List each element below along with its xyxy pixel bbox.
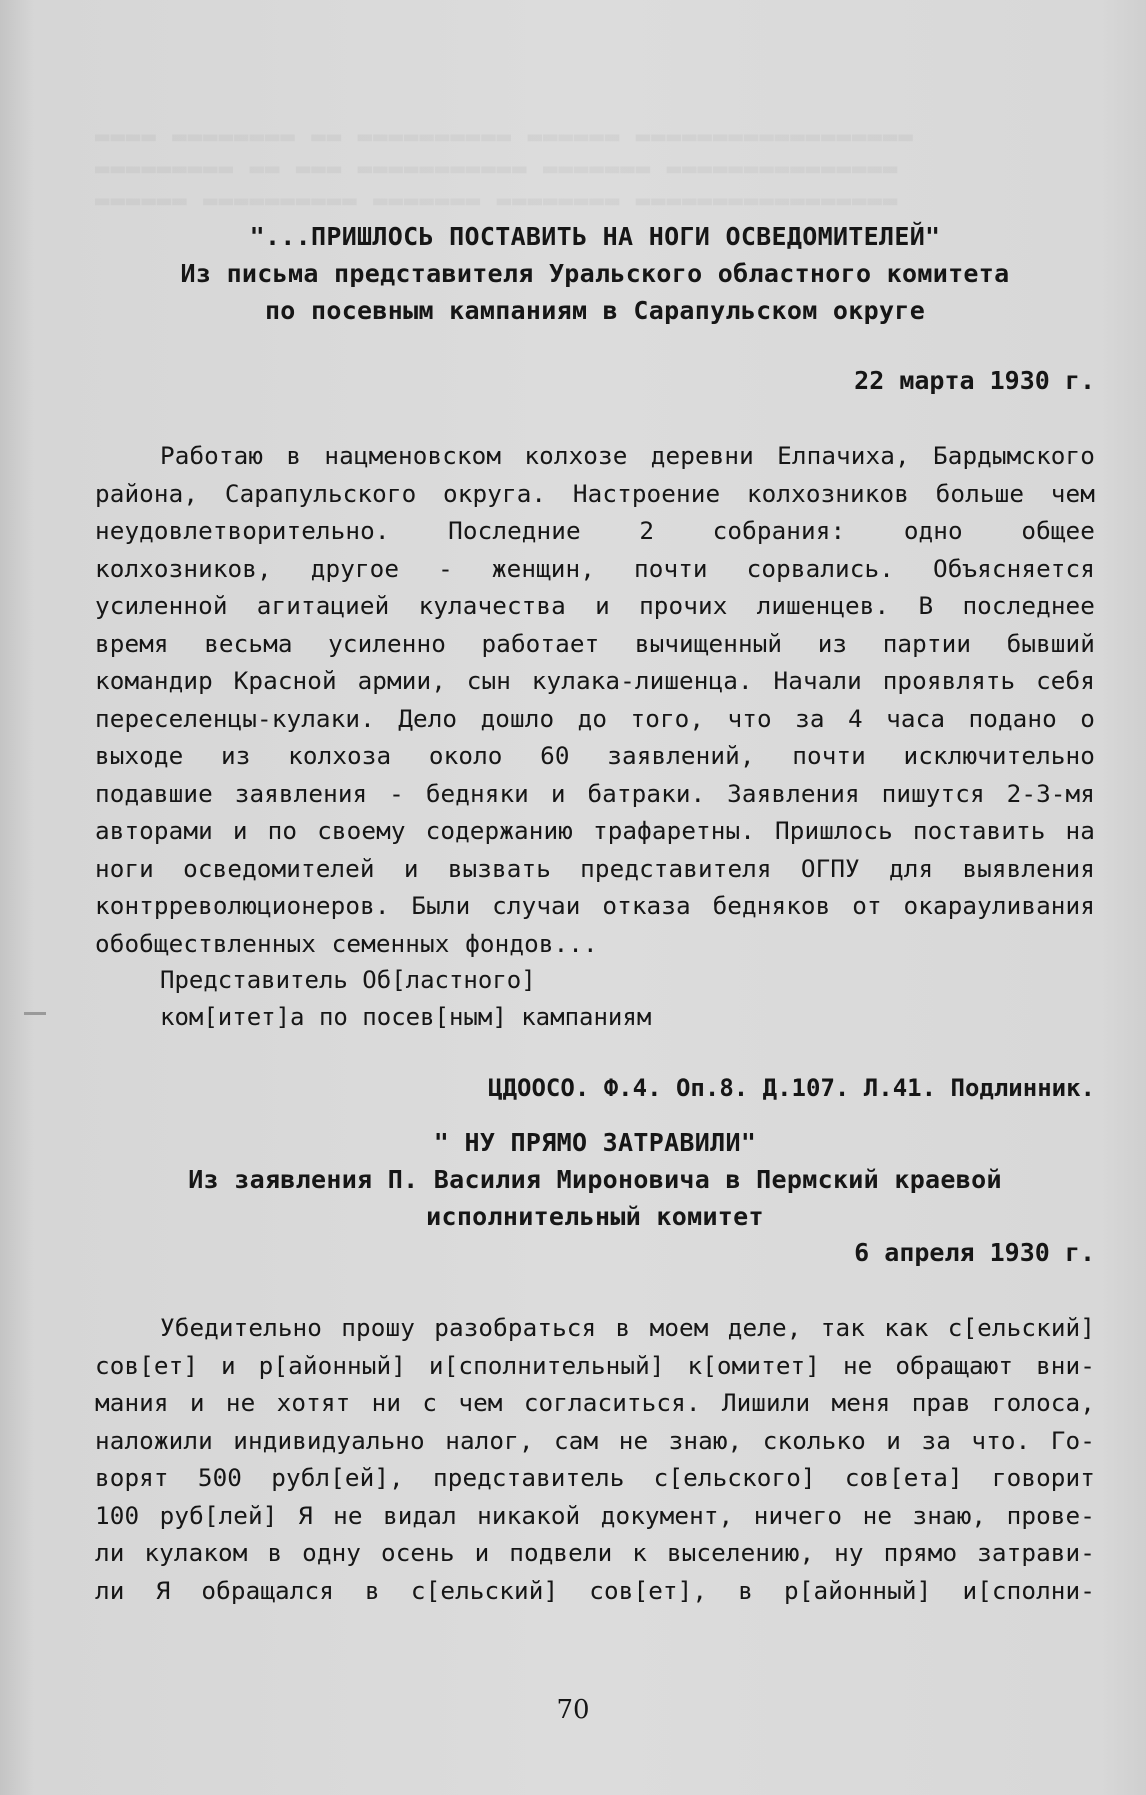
- doc1-body-line: неудовлетворительно. Последние 2 собрания: одно общее: [95, 516, 1095, 545]
- doc1-body-line: время весьма усиленно работает вычищенный из партии бывший: [95, 628, 1095, 658]
- doc2-title: " НУ ПРЯМО ЗАТРАВИЛИ": [433, 1128, 757, 1157]
- doc1-body: [95, 437, 1095, 962]
- doc1-body-line: Работаю в нацменовском колхозе деревни Елпачиха, Бардымского: [160, 441, 1095, 470]
- doc2-body-line: ли Я обращался в с[ельский] сов[ет], в р[айонный] и[сполни-: [95, 1575, 1095, 1605]
- doc1-body-line: обобществленных семенных фондов...: [95, 928, 598, 958]
- doc2-body-line: ли кулаком в одну осень и подвели к выселению, ну прямо затрави-: [95, 1538, 1095, 1567]
- doc1-body-line: ноги осведомителей и вызвать представителя ОГПУ для выявления: [95, 853, 1095, 883]
- doc1-body-line: усиленной агитацией кулачества и прочих лишенцев. В последнее: [95, 591, 1095, 620]
- doc2-body-line: мания и не хотят ни с чем согласиться. Лишили меня прав голоса,: [95, 1388, 1095, 1417]
- doc1-signature-line2: ком[итет]а по посев[ным] кампаниям: [160, 1003, 652, 1031]
- doc1-body-line: подавшие заявления - бедняки и батраки. Заявления пишутся 2-3-мя: [95, 778, 1095, 808]
- doc1-signature-line1: Представитель Об[ластного]: [160, 966, 536, 994]
- doc1-archive-reference: ЦДООСО. Ф.4. Оп.8. Д.107. Л.41. Подлинник.: [488, 1074, 1095, 1102]
- doc2-body-line: 100 руб[лей] Я не видал никакой документ, ничего не знаю, прове-: [95, 1500, 1095, 1530]
- doc1-body-line: колхозников, другое - женщин, почти сорвались. Объясняется: [95, 553, 1095, 583]
- doc2-body-line: наложили индивидуально налог, сам не знаю, сколько и за что. Го-: [95, 1425, 1095, 1455]
- doc2-body: [95, 1309, 1095, 1609]
- doc1-subtitle-line1: Из письма представителя Уральского областного комитета: [180, 259, 1010, 288]
- doc1-body-line: командир Красной армии, сын кулака-лишенца. Начали проявлять себя: [95, 666, 1095, 695]
- doc2-date: 6 апреля 1930 г.: [854, 1238, 1095, 1267]
- doc1-body-line: авторами и по своему содержанию трафаретны. Пришлось поставить на: [95, 816, 1095, 845]
- doc1-body-line: района, Сарапульского округа. Настроение колхозников больше чем: [95, 478, 1095, 508]
- page-number: 70: [556, 1695, 590, 1725]
- doc1-body-line: переселенцы-кулаки. Дело дошло до того, что за 4 часа подано о: [95, 703, 1095, 733]
- doc1-body-line: выходе из колхоза около 60 заявлений, почти исключительно: [95, 741, 1095, 770]
- doc1-body-line: контрреволюционеров. Были случаи отказа бедняков от окарауливания: [95, 891, 1095, 920]
- page-content: [95, 0, 1095, 1609]
- doc2-body-line: Убедительно прошу разобраться в моем деле, так как с[ельский]: [160, 1313, 1095, 1342]
- margin-mark: [24, 1012, 46, 1015]
- doc1-date: 22 марта 1930 г.: [854, 366, 1095, 395]
- doc2-subtitle-line1: Из заявления П. Василия Мироновича в Пермский краевой: [188, 1165, 1002, 1194]
- doc1-title: "...ПРИШЛОСЬ ПОСТАВИТЬ НА НОГИ ОСВЕДОМИТЕЛЕЙ": [249, 222, 941, 251]
- doc1-subtitle-line2: по посевным кампаниям в Сарапульском округе: [264, 296, 926, 325]
- doc2-body-line: ворят 500 рубл[ей], представитель с[ельского] сов[ета] говорит: [95, 1463, 1095, 1492]
- doc2-body-line: сов[ет] и р[айонный] и[сполнительный] к[омитет] не обращают вни-: [95, 1350, 1095, 1380]
- doc2-subtitle-line2: исполнительный комитет: [426, 1202, 764, 1231]
- bleed-through-texture: ▬▬▬▬ ▬▬▬▬▬▬▬▬ ▬▬ ▬▬▬▬▬▬▬▬▬▬ ▬▬▬▬▬▬ ▬▬▬▬▬▬▬▬▬▬▬▬▬▬▬▬▬▬ ▬▬▬▬▬▬▬▬▬ ▬▬ ▬▬▬ ▬▬▬▬▬▬▬▬▬▬▬ ▬▬▬▬▬▬▬ ▬▬▬▬▬▬▬▬▬▬▬▬▬▬▬ ▬▬▬▬▬▬ ▬▬▬▬▬▬▬▬▬▬ ▬▬▬▬▬▬▬ ▬▬▬▬▬▬▬▬ ▬▬▬▬▬▬▬▬▬▬▬▬▬▬▬▬▬: [95, 122, 914, 214]
